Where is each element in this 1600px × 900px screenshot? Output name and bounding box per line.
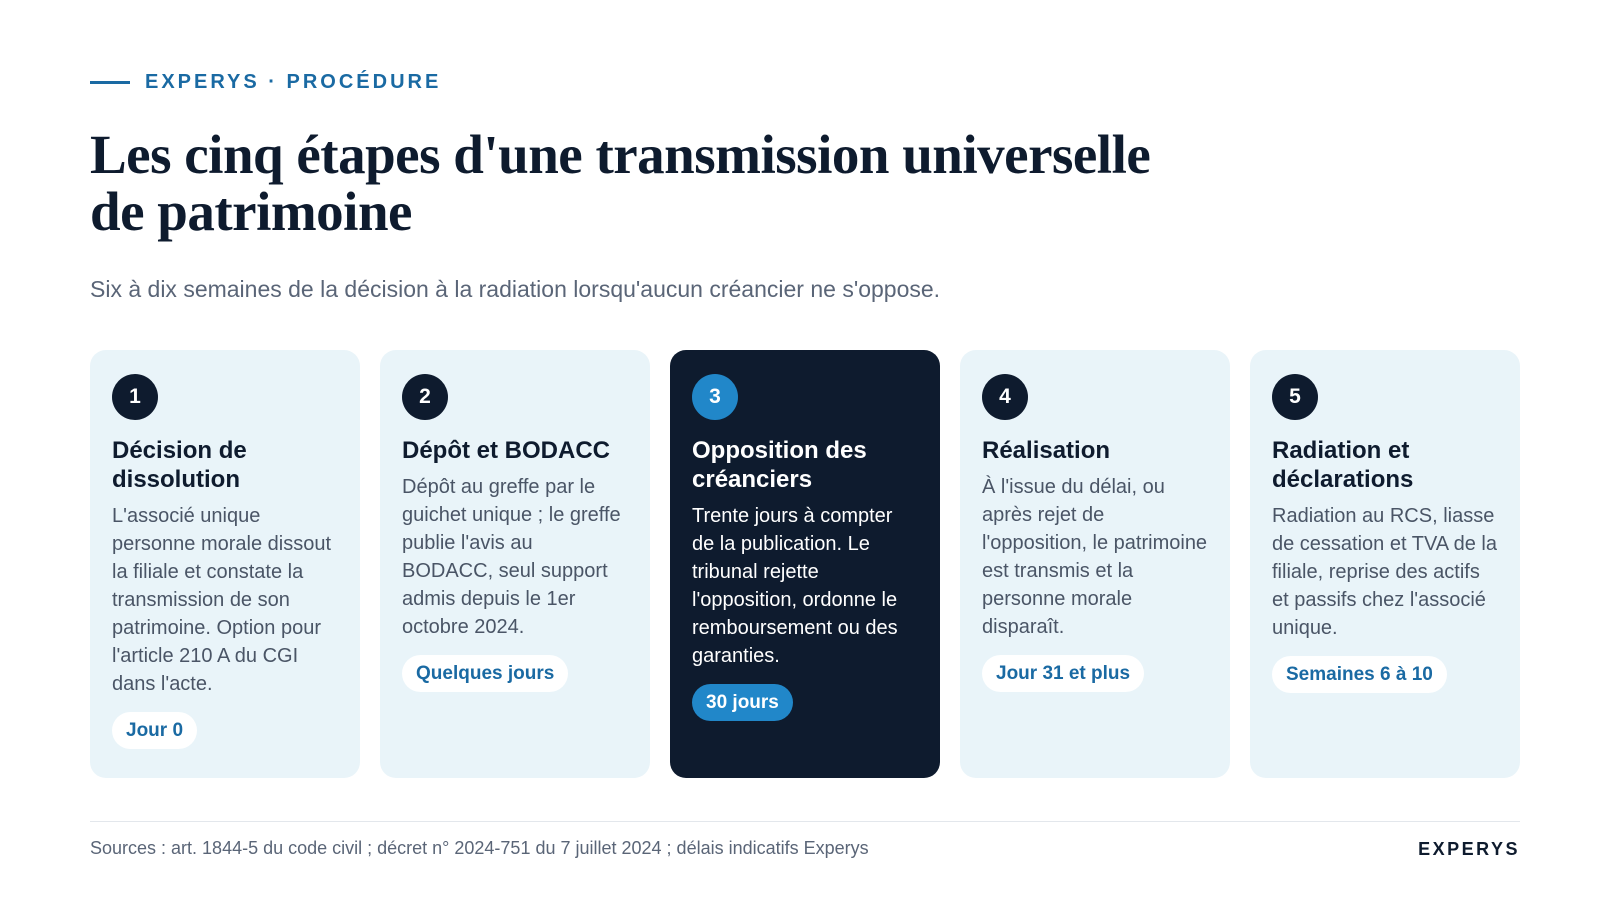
page-subtitle: Six à dix semaines de la décision à la radiation lorsqu'aucun créancier ne s'oppose. — [90, 276, 941, 302]
page-title: Les cinq étapes d'une transmission universelle de patrimoine — [90, 124, 1151, 242]
step-description: À l'issue du délai, ou après rejet de l'opposition, le patrimoine est transmis et la personne morale disparaît. — [982, 476, 1208, 638]
eyebrow — [90, 70, 441, 94]
step-number-badge: 2 — [402, 374, 448, 420]
step-timing-badge: Quelques jours — [402, 655, 568, 692]
step-timing-badge: 30 jours — [692, 684, 793, 721]
step-description: Dépôt au greffe par le guichet unique ; le greffe publie l'avis au BODACC, seul support admis depuis le 1er octobre 2024. — [402, 476, 621, 638]
step-title: Dépôt et BODACC — [402, 437, 610, 464]
footer-divider — [90, 821, 1520, 822]
step-number-badge: 4 — [982, 374, 1028, 420]
step-title: Réalisation — [982, 437, 1111, 464]
step-card-3 — [670, 350, 940, 778]
step-timing-badge: Jour 0 — [112, 712, 197, 749]
step-card-4 — [960, 350, 1230, 778]
step-number-badge: 1 — [112, 374, 158, 420]
brand-logo: EXPERYS — [1418, 839, 1520, 859]
steps-row — [90, 350, 1520, 778]
step-card-2 — [380, 350, 650, 778]
step-title: Décision de dissolution — [112, 437, 247, 493]
step-card-5 — [1250, 350, 1520, 778]
step-number-badge: 5 — [1272, 374, 1318, 420]
sources-note: Sources : art. 1844-5 du code civil ; décret n° 2024-751 du 7 juillet 2024 ; délais indicatifs Experys — [90, 838, 869, 858]
step-description: Radiation au RCS, liasse de cessation et TVA de la filiale, reprise des actifs et passifs chez l'associé unique. — [1272, 505, 1497, 639]
eyebrow-label: EXPERYS · PROCÉDURE — [145, 70, 442, 93]
step-timing-badge: Jour 31 et plus — [982, 655, 1144, 692]
step-card-1 — [90, 350, 360, 778]
step-number-badge: 3 — [692, 374, 738, 420]
step-description: L'associé unique personne morale dissout la filiale et constate la transmission de son patrimoine. Option pour l'article 210 A du CGI dans l'acte. — [112, 505, 332, 695]
step-title: Opposition des créanciers — [692, 437, 867, 493]
step-description: Trente jours à compter de la publication. Le tribunal rejette l'opposition, ordonne le remboursement ou des garanties. — [692, 505, 898, 667]
step-title: Radiation et déclarations — [1272, 437, 1414, 493]
eyebrow-rule — [90, 81, 130, 84]
step-timing-badge: Semaines 6 à 10 — [1272, 656, 1447, 693]
